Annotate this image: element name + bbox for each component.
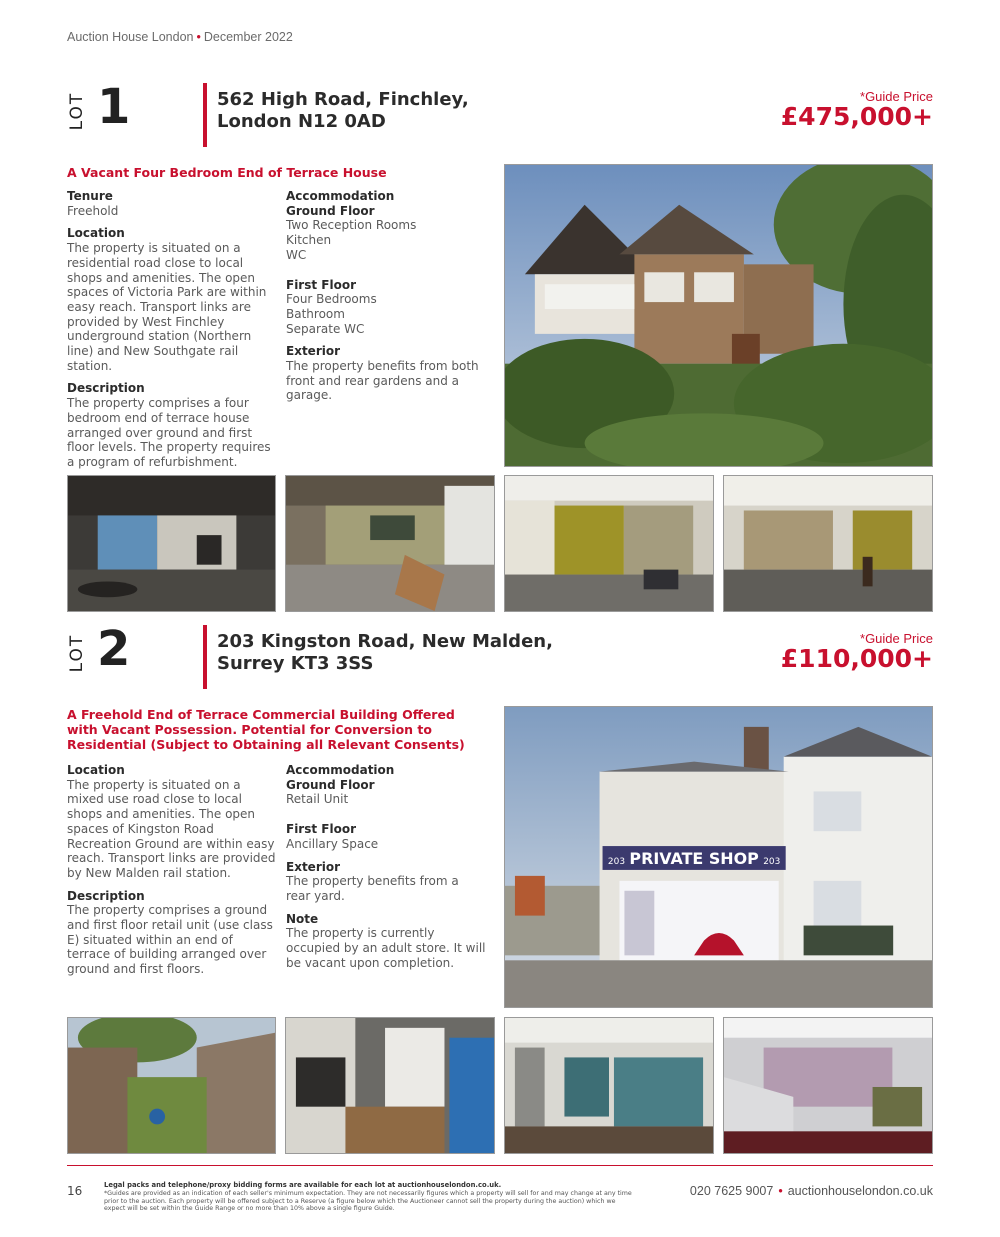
- lot-label: LOT: [67, 633, 87, 673]
- lot-1-main-photo: [504, 164, 933, 467]
- website-link[interactable]: auctionhouselondon.co.uk: [787, 1184, 933, 1198]
- contact-info: [690, 1184, 933, 1198]
- tenure-value: Freehold: [67, 203, 119, 218]
- first-floor-item: Ancillary Space: [286, 836, 379, 851]
- guide-price-block: [781, 631, 933, 673]
- lot-number: 1: [97, 79, 131, 135]
- lot-2-main-photo: [504, 706, 933, 1008]
- accommodation-heading: Accommodation: [286, 763, 395, 777]
- ground-floor-item: Kitchen: [286, 233, 332, 248]
- legal-notice: [104, 1182, 634, 1213]
- shop-number-right: 203: [763, 856, 781, 867]
- lot-1-thumbnail-2: [285, 475, 495, 612]
- guide-price: £475,000+: [780, 102, 933, 131]
- first-floor-heading: First Floor: [286, 822, 357, 837]
- lot-2-thumbnail-4: [723, 1017, 933, 1154]
- address-line-2: Surrey KT3 3SS: [217, 653, 374, 674]
- legal-bold-line: Legal packs and telephone/proxy bidding forms are available for each lot at auctionhouselondon.co.uk.: [104, 1181, 502, 1189]
- separator-dot: •: [196, 30, 201, 44]
- address-line-2: London N12 0AD: [217, 111, 386, 132]
- ground-floor-item: Two Reception Rooms: [286, 218, 417, 233]
- exterior-text: The property benefits from both front and rear gardens and a garage.: [286, 359, 479, 403]
- lot-1-details-left: [67, 189, 279, 470]
- lot-2-thumbnail-3: [504, 1017, 714, 1154]
- first-floor-item: Bathroom: [286, 306, 345, 321]
- first-floor-item: Separate WC: [286, 321, 365, 336]
- lot-1-thumbnail-3: [504, 475, 714, 612]
- address-line-1: 203 Kingston Road, New Malden,: [217, 631, 553, 652]
- lot-1-thumbnail-1: [67, 475, 276, 612]
- ground-floor-heading: Ground Floor: [286, 203, 375, 218]
- guide-label: *Guide Price: [860, 631, 933, 646]
- page-header: [67, 30, 293, 44]
- guide-price-block: [781, 89, 933, 131]
- lot-label: LOT: [67, 91, 87, 131]
- shop-sign-text: PRIVATE SHOP: [629, 848, 759, 868]
- location-heading: Location: [67, 763, 125, 777]
- lot-1-thumbnail-4: [723, 475, 933, 612]
- note-heading: Note: [286, 911, 319, 926]
- shop-number-left: 203: [607, 856, 626, 867]
- lot-address: [217, 631, 553, 675]
- brand-name: Auction House London: [67, 30, 194, 44]
- note-text: The property is currently occupied by an adult store. It will be vacant upon completion.: [286, 926, 486, 970]
- lot-1-heading: [67, 79, 933, 149]
- ground-floor-heading: Ground Floor: [286, 777, 375, 792]
- lot-headline: A Freehold End of Terrace Commercial Building Offered with Vacant Possession. Potential for Conversion to Residential (Subject to Obtaining all Relevant Consents): [67, 707, 465, 752]
- first-floor-heading: First Floor: [286, 277, 357, 292]
- lot-2-heading: [67, 621, 933, 691]
- lot-2-details-left: [67, 763, 279, 977]
- lot-1-section: [67, 79, 933, 613]
- lot-2-thumbnail-1: [67, 1017, 276, 1154]
- exterior-heading: Exterior: [286, 344, 341, 359]
- ground-floor-item: WC: [286, 247, 307, 262]
- guide-price: £110,000+: [780, 644, 933, 673]
- lot-address: [217, 89, 469, 133]
- description-text: The property comprises a four bedroom end of terrace house arranged over ground and first floor levels. The property requires a program of refurbishment.: [67, 396, 271, 469]
- phone-number: 020 7625 9007: [689, 1184, 774, 1198]
- guide-label: *Guide Price: [860, 89, 933, 104]
- tenure-heading: Tenure: [67, 189, 113, 203]
- page-number: 16: [67, 1184, 83, 1198]
- first-floor-item: Four Bedrooms: [286, 292, 377, 307]
- ground-floor-item: Retail Unit: [286, 792, 349, 807]
- lot-2-details-right: [286, 763, 486, 970]
- issue-date: December 2022: [203, 30, 293, 44]
- location-text: The property is situated on a residential road close to local shops and amenities. The open spaces of Victoria Park are within easy reach. Transport links are provided by West Finchley underground station (Northern line) and New Southgate rail station.: [67, 241, 267, 373]
- description-text: The property comprises a ground and first floor retail unit (use class E) situated within an end of terrace of building arranged over ground and first floors.: [67, 903, 273, 977]
- exterior-text: The property benefits from a rear yard.: [286, 874, 459, 903]
- lot-number: 2: [97, 621, 131, 677]
- lot-headline: A Vacant Four Bedroom End of Terrace House: [67, 165, 387, 180]
- accommodation-heading: Accommodation: [286, 189, 395, 203]
- red-divider: [203, 625, 207, 689]
- description-heading: Description: [67, 381, 145, 396]
- footer-divider: [67, 1165, 933, 1166]
- location-text: The property is situated on a mixed use road close to local shops and amenities. The open spaces of Kingston Road Recreation Ground are within easy reach. Transport links are provided by New Malden rail station.: [67, 777, 276, 880]
- lot-1-details-right: [286, 189, 486, 403]
- description-heading: Description: [67, 888, 145, 903]
- address-line-1: 562 High Road, Finchley,: [217, 89, 469, 110]
- lot-2-section: [67, 621, 933, 1155]
- red-divider: [203, 83, 207, 147]
- location-heading: Location: [67, 226, 125, 241]
- lot-2-thumbnail-2: [285, 1017, 495, 1154]
- legal-text: *Guides are provided as an indication of each seller's minimum expectation. They are not necessarily figures which a property will sell for and may change at any time prior to the auction. Each property will be offered subject to a Reserve (a figure below which the Auctioneer cannot sell the property during the auction) which we expect will be set within the Guide Range or no more than 10% above a single figure Guide.: [104, 1190, 632, 1213]
- exterior-heading: Exterior: [286, 859, 341, 874]
- separator-dot: •: [778, 1184, 783, 1198]
